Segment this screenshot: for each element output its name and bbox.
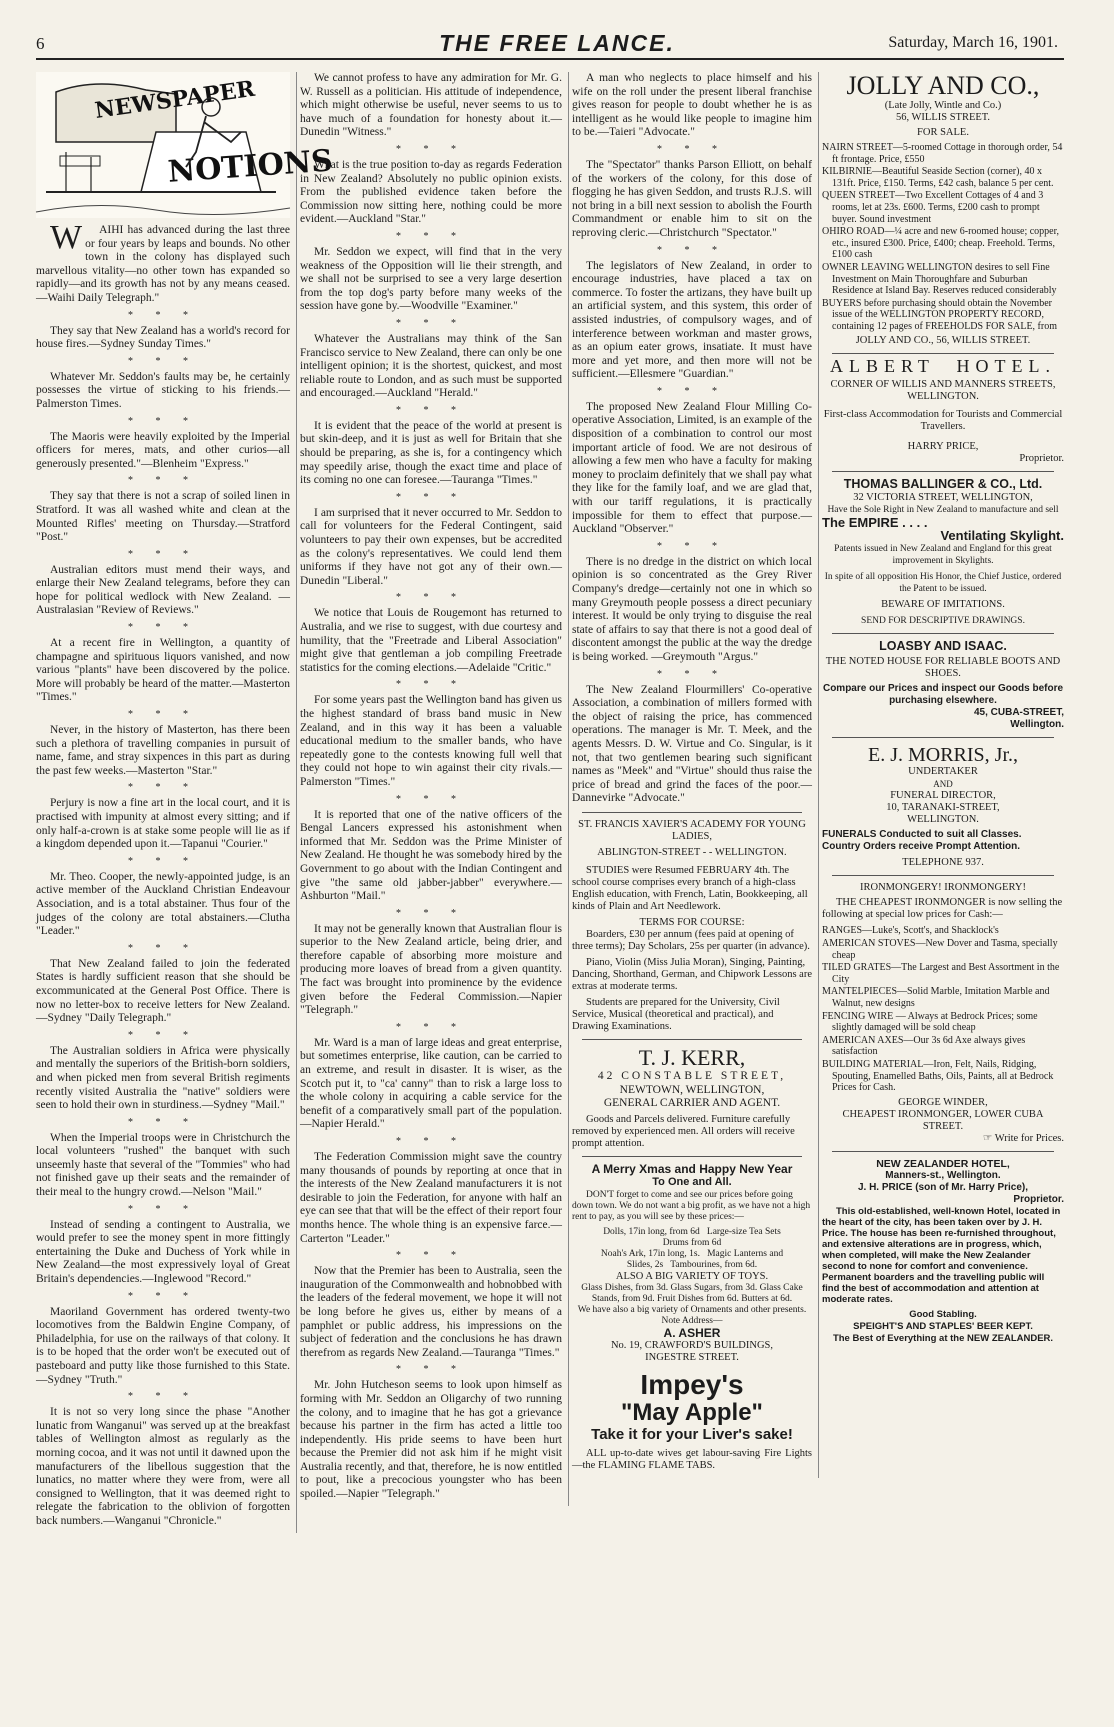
- divider: [582, 812, 802, 813]
- column-2: [300, 72, 569, 1506]
- winder-items: [822, 925, 1064, 1093]
- separator-stars: * * *: [396, 679, 466, 691]
- separator-stars: * * *: [396, 404, 466, 416]
- item: A man who neglects to place himself and his wife on the roll under the present liberal franchise gives reason for people to doubt whether he is as intelligent as he would like people to imagine him to be.—Taieri "Advocate.": [572, 72, 812, 139]
- item: For some years past the Wellington band has given us the highest standard of brass band music in New Zealand, and in this way it has been a valuable educational medium to the smaller bands, who have repeatedly gone to the contests knowing full well that they could not hope to win against their city rivals.—Palmerston "Times.": [300, 694, 562, 788]
- item: Whatever Mr. Seddon's faults may be, he certainly possesses the virtue of sticking to his friends.—Palmerston Times.: [36, 370, 290, 410]
- separator-stars: * * *: [657, 668, 727, 680]
- item: Mr. Ward is a man of large ideas and great enterprise, but sometimes enterprise, like caution, can be carried to an extreme, and result in disaster. It is wiser, as the Scotch put it, to "ca' canny" than to risk a large loss to the whole colony in acquiring a cable service for the benefit of a comparatively small part of the population.—Napier Herald.": [300, 1036, 562, 1131]
- albert-role: Proprietor.: [1019, 453, 1064, 465]
- winder-heading: IRONMONGERY! IRONMONGERY!: [860, 882, 1026, 894]
- albert-hotel-ad: [822, 355, 1064, 466]
- academy-exams: Students are prepared for the University, Civil Service, Musical (theoretical and practical), and Drawing Examinations.: [572, 996, 780, 1032]
- separator-stars: * * *: [396, 317, 466, 329]
- jolly-sign: JOLLY AND CO., 56, WILLIS STREET.: [855, 334, 1031, 346]
- morris-telephone: TELEPHONE 937.: [902, 857, 984, 869]
- separator-stars: * * *: [128, 1290, 198, 1302]
- item: Instead of sending a contingent to Australia, we would prefer to see the money spent in more fittingly entertaining the Duke and Duchess of York while in New Zealand—the most expressively loyal of Great Britain's dependencies.—Inglewood "Record.": [36, 1218, 290, 1286]
- ballinger-name: THOMAS BALLINGER & CO., Ltd.: [843, 477, 1043, 492]
- morris-body: FUNERALS Conducted to suit all Classes.: [822, 829, 1022, 841]
- albert-owner: HARRY PRICE,: [907, 441, 979, 453]
- academy-terms-heading: TERMS FOR COURSE:: [639, 916, 745, 928]
- asher-glass: Glass Dishes, from 3d. Glass Sugars, from 3d. Glass Cake Stands, from 9d. Fruit Dishes from 6d. Butters at 6d.: [581, 1282, 803, 1304]
- separator-stars: * * *: [128, 709, 198, 721]
- separator-stars: * * *: [396, 1136, 466, 1147]
- impeys-body: ALL up-to-date wives get labour-saving Fire Lights—the FLAMING FLAME TABS.: [572, 1448, 812, 1472]
- item: They say that New Zealand has a world's record for house fires.—Sydney Sunday Times.": [36, 324, 290, 351]
- winder-title: CHEAPEST IRONMONGER, LOWER CUBA STREET.: [842, 1108, 1044, 1132]
- separator-stars: * * *: [396, 230, 466, 242]
- asher-body: DON'T forget to come and see our prices before going down town. We do not want a big profit, as we have not a high rent to pay, as you will see by these prices:—: [572, 1189, 811, 1222]
- item: It may not be generally known that Australian flour is superior to the New Zealand article, being drier, and therefore capable of absorbing more moisture and producing more loaves of bread from a given quantity. The fact was brought into prominence by the evidence given before the Federal Commission.—Napier "Telegraph.": [300, 922, 562, 1017]
- divider: [832, 471, 1054, 472]
- separator-stars: * * *: [657, 385, 727, 397]
- impeys-ad: [572, 1370, 812, 1472]
- separator-stars: * * *: [128, 1203, 198, 1215]
- item: The "Spectator" thanks Parson Elliott, on behalf of the workers of the colony, for this dose of flogging he has given Seddon, and trusts R.J.S. will not bring in a bill next session to abolish the Fourth Commandment or enable him to sit on the reproving cleric.—Christchurch "Spectator.": [572, 158, 812, 239]
- separator-stars: * * *: [396, 907, 466, 919]
- jolly-for-sale: FOR SALE.: [917, 127, 969, 138]
- issue-date: Saturday, March 16, 1901.: [888, 34, 1058, 51]
- item: There is no dredge in the district on which local opinion is so concentrated as the Grey River Company's dredge—certainly not one in which so many Greymouth people possess a direct pecuniary interest. It would be only trying to disguise the real state of affairs to say that there is not a good deal of discontent amongst the public at the way the dredge is being worked. —Greymouth "Argus.": [572, 555, 812, 663]
- nz-hotel-role: Proprietor.: [1013, 1193, 1064, 1205]
- separator-stars: * * *: [396, 143, 466, 155]
- winder-name: GEORGE WINDER,: [898, 1096, 988, 1108]
- item: Whatever the Australians may think of the San Francisco service to New Zealand, there can only be one intelligent opinion; it is the shortest, quickest, and most reliable route to London, and as such must be supported and encouraged.—Auckland "Herald.": [300, 332, 562, 400]
- morris-city: WELLINGTON.: [907, 814, 979, 826]
- nz-hotel-ad: [822, 1158, 1064, 1345]
- asher-name: A. ASHER: [663, 1325, 721, 1340]
- kerr-body: Goods and Parcels delivered. Furniture carefully removed by experienced men. All orders will receive prompt attention.: [572, 1113, 795, 1149]
- morris-and: AND: [933, 779, 953, 790]
- kerr-ad: [572, 1046, 812, 1150]
- item: The Federation Commission might save the country many thousands of pounds by reporting at once that in the interests of the New Zealand manufacturers it is not desirable to join the Federation, for anyone with half an eye can see that that will be the effect of their report four months hence. The whole thing is an expensive farce.—Carterton "Leader.": [300, 1151, 562, 1245]
- separator-stars: * * *: [657, 540, 727, 552]
- ballinger-ad: [822, 478, 1064, 627]
- item: Mr. John Hutcheson seems to look upon himself as forming with Mr. Seddon an Oligarchy of two running the colony, and to imagine that he has got a grievance because his partner in the firm has acted a little too independently. His pride seems to have been hurt because the Premier did not ask him if he might visit Australia recently, and that, therefore, he is now entitled to pout, like a precocious youngster who has been spoiled.—Napier "Telegraph.": [300, 1379, 562, 1501]
- nz-hotel-name: NEW ZEALANDER HOTEL,: [876, 1157, 1010, 1170]
- loasby-city: Wellington.: [1010, 719, 1064, 731]
- separator-stars: * * *: [396, 592, 466, 604]
- list-item: MANTELPIECES—Solid Marble, Imitation Marble and Walnut, new designs: [822, 986, 1050, 1010]
- item: It is not so very long since the phase "Another lunatic from Wanganui" was served up at the breakfast tables of Wellington almost as regularly as the morning cocoa, and it was not until it dawned upon the manufacturers of the libellous suggestion that the lunatics, no matter where they were from, were all consigned to Wellington, that it was deemed right to relegate the fabrication to the oblivion of forgotten back numbers.—Wanganui "Chronicle.": [36, 1406, 290, 1527]
- list-item: RANGES—Luke's, Scott's, and Shacklock's: [822, 925, 999, 937]
- notions-word-newspaper: NEWSPAPER: [93, 75, 257, 124]
- list-item: NAIRN STREET—5-roomed Cottage in thorough order, 54 ft frontage. Price, £550: [822, 142, 1063, 165]
- item: I am surprised that it never occurred to Mr. Seddon to call for volunteers for the Federal Contingent, said volunteers to pay their own expenses, but be accredited as the colony's representatives. We could lend them uniforms if they have not got any of their own.—Dunedin "Liberal.": [300, 506, 562, 587]
- impeys-brand: Impey's: [640, 1369, 744, 1401]
- separator-stars: * * *: [128, 855, 198, 867]
- ballinger-rights: Have the Sole Right in New Zealand to manufacture and sell: [827, 504, 1059, 515]
- academy-terms: Boarders, £30 per annum (fees paid at opening of three terms); Day Scholars, 25s per quarter (in advance).: [572, 928, 810, 952]
- kerr-town: NEWTOWN, WELLINGTON,: [619, 1083, 765, 1096]
- separator-stars: * * *: [396, 491, 466, 503]
- asher-heading: A Merry Xmas and Happy New Year: [591, 1161, 793, 1176]
- list-item: AMERICAN AXES—Our 3s 6d Axe always gives satisfaction: [822, 1034, 1026, 1058]
- list-item: FENCING WIRE — Always at Bedrock Prices; some slightly damaged will be sold cheap: [822, 1010, 1038, 1034]
- separator-stars: * * *: [128, 622, 198, 634]
- nz-hotel-address: Manners-st., Wellington.: [885, 1169, 1001, 1181]
- ballinger-beware: BEWARE OF IMITATIONS.: [881, 598, 1005, 610]
- jolly-late: (Late Jolly, Wintle and Co.): [884, 100, 1002, 111]
- winder-write: ☞ Write for Prices.: [982, 1132, 1064, 1144]
- column-3: [572, 72, 819, 1478]
- item: The Maoris were heavily exploited by the Imperial officers for meres, mats, and other curios—all generously presented."—Blenheim "Express.": [36, 430, 290, 470]
- impeys-product: "May Apple": [621, 1399, 763, 1427]
- asher-also: ALSO A BIG VARIETY OF TOYS.: [615, 1270, 769, 1282]
- column-1: [36, 72, 334, 1533]
- separator-stars: * * *: [128, 1029, 198, 1041]
- jolly-listings: [822, 142, 1064, 333]
- newspaper-notions-icon: [36, 72, 334, 218]
- nz-hotel-stabling: Good Stabling.: [909, 1308, 977, 1320]
- morris-country: Country Orders receive Prompt Attention.: [822, 841, 1020, 853]
- nz-hotel-best: The Best of Everything at the NEW ZEALANDER.: [832, 1332, 1054, 1344]
- item: They say that there is not a scrap of soiled linen in Stratford. It was all washed white and clean at the Mounted Rifles' meeting on Thursday.—Stratford "Post.": [36, 490, 290, 544]
- separator-stars: * * *: [128, 475, 198, 487]
- separator-stars: * * *: [128, 415, 198, 427]
- separator-stars: * * *: [396, 1250, 466, 1262]
- asher-ornaments: We have also a big variety of Ornaments and other presents. Note Address—: [577, 1304, 807, 1326]
- academy-body: STUDIES were Resumed FEBRUARY 4th. The school course comprises every branch of a high-class English education, with French, Latin, Bookkeeping, all kinds of Plain and Art Needlework.: [572, 864, 808, 912]
- item: Mr. Theo. Cooper, the newly-appointed judge, is an active member of the Auckland Christian Endeavour Association, and is a total abstainer. Thus four of the judges of the colony are total abstainers.—Clutha "Leader.": [36, 870, 290, 938]
- item: What is the true position to-day as regards Federation in New Zealand? Absolutely no public opinion exists. From the published evidence taken before the Commission now sitting here, nothing could be more evident.—Auckland "Star.": [300, 158, 562, 226]
- jolly-name: JOLLY AND CO.,: [846, 71, 1040, 100]
- list-item: BUYERS before purchasing should obtain the November issue of the WELLINGTON PROPERTY RECORD, containing 12 pages of FREEHOLDS FOR SALE, from: [822, 297, 1057, 332]
- item: The New Zealand Flourmillers' Co-operative Association, a combination of millers formed with the object of raising the price, has commenced operations. The manager is Mr. T. Meek, and the agents Messrs. D. W. Virtue and Co. Singular, is it not, that two gentlemen bearing such significant names as "Meek" and "Virtue" should thus raise the price of bread and grind the faces of the poor.—Dannevirke "Advocate.": [572, 683, 812, 805]
- morris-role-1: UNDERTAKER: [908, 766, 978, 778]
- item: When the Imperial troops were in Christchurch the local volunteers "rushed" the banquet with such unseemly haste that several of the "Tommies" who had not finished gave up their seats and the remainder of their meal to the hungry crowd.—Nelson "Mail.": [36, 1131, 290, 1199]
- item: At a recent fire in Wellington, a quantity of champagne and spirituous liquors vanished, and now various "plants" have been discovered by the police. More will probably be heard of the matter.—Masterton "Times.": [36, 637, 290, 704]
- jolly-address: 56, WILLIS STREET.: [895, 112, 991, 123]
- separator-stars: * * *: [128, 548, 198, 560]
- academy-ad: [572, 819, 812, 1033]
- asher-subheading: To One and All.: [652, 1176, 732, 1189]
- asher-prices: Dolls, 17in long, from 6d Large-size Tea Sets Drums from 6d Noah's Ark, 17in long, 1s. Magic Lanterns and Slides, 2s Tambourines, from 6d.: [600, 1226, 784, 1270]
- separator-stars: * * *: [657, 143, 727, 155]
- masthead-rule: [36, 58, 1064, 60]
- kerr-name: T. J. KERR,: [638, 1044, 746, 1070]
- loasby-ad: [822, 640, 1064, 732]
- morris-role-2: FUNERAL DIRECTOR,: [890, 790, 996, 802]
- masthead: [0, 32, 1114, 58]
- loasby-body: THE NOTED HOUSE FOR RELIABLE BOOTS AND SHOES.: [825, 656, 1061, 680]
- item: We notice that Louis de Rougemont has returned to Australia, and we rise to suggest, with due courtesy and humility, that the "Freetrade and Liberal Association" might give that gentleman a job compiling Freetrade statistics for the coming elections.—Adelaide "Critic.": [300, 607, 562, 674]
- nz-hotel-body: This old-established, well-known Hotel, located in the heart of the city, has been taken over by J. H. Price. The house has been re-furnished throughout, and extensive alterations are in progress, which, when completed, will make the New Zealander second to none for comfort and convenience. Permanent boarders and the travelling public will find the best of accommodation and attention at moderate rates.: [822, 1205, 1061, 1305]
- item: That New Zealand failed to join the federated States is hardly sufficient reason that she should be excommunicated at the General Post Office. There is now no letter-box to receive letters for New Zealand.—Sydney "Daily Telegraph.": [36, 957, 290, 1025]
- albert-hotel-title: ALBERT HOTEL.: [830, 355, 1056, 376]
- column-4: [822, 72, 1064, 1351]
- divider: [832, 353, 1054, 354]
- separator-stars: * * *: [396, 793, 466, 805]
- item: Mr. Seddon we expect, will find that in the very weakness of the Opposition will lie their strength, and we shall not be surprised to see a very large desertion from the top dog's party before many weeks of the session have gone by.—Woodville "Examiner.": [300, 245, 562, 313]
- item: Never, in the history of Masterton, has there been such a plethora of travelling companies in pursuit of name, fame, and stray sixpences in this part as during the past few weeks.—Masterton "Star.": [36, 724, 290, 777]
- separator-stars: * * *: [128, 309, 198, 321]
- newspaper-notions-illustration: [36, 72, 334, 218]
- separator-stars: * * *: [128, 782, 198, 794]
- winder-intro: THE CHEAPEST IRONMONGER is now selling the following at special low prices for Cash:—: [822, 897, 1063, 921]
- winder-ad: [822, 882, 1064, 1144]
- ballinger-product: The EMPIRE . . . .: [822, 514, 928, 530]
- divider: [582, 1156, 802, 1157]
- item: The legislators of New Zealand, in order to encourage industries, have placed a tax on commerce. To foster the artizans, they have built up an artificial system, and this system, this order of assisted industries, of compulsory wages, and of interference between workman and master grows, as an opium eater grows, insatiate. It must have more and yet more, and then more will not be sufficient.—Ellesmere "Guardian.": [572, 259, 812, 381]
- item: Australian editors must mend their ways, and enlarge their New Zealand telegrams, before they can hope for political wedlock with New Zealand. —Australasian "Review of Reviews.": [36, 563, 290, 617]
- item: It is reported that one of the native officers of the Bengal Lancers expressed his astonishment when informed that Mr. Seddon was the Prime Minister of New Zealand. He thought he was somebody hired by the Government to go about with the Indian Contingent and give "the same old jabber-jabber" everywhere.—Ashburton "Mail.": [300, 808, 562, 903]
- item: Now that the Premier has been to Australia, seen the inauguration of the Commonwealth and hobnobbed with the leaders of the federal movement, we hope it will not be long before he gives us, either by means of a pamphlet or public address, his impressions on the subject of federation and the conclusions he has drawn therefrom as regards New Zealand.—Tauranga "Times.": [300, 1265, 562, 1359]
- page-number: 6: [36, 34, 45, 53]
- item: The Australian soldiers in Africa were physically and mentally the superiors of the British-born soldiers, and when picked men from several British regiments recently visited Australia the "native" soldiers were seen to hold their own in sturdiness.—Sydney "Mail.": [36, 1044, 290, 1112]
- list-item: OHIRO ROAD—¼ acre and new 6-roomed house; copper, etc., insured £300. Price, £400; cheap. Freehold. Terms, £100 cash: [822, 226, 1060, 261]
- newspaper-title: THE FREE LANCE.: [439, 30, 675, 56]
- loasby-address: 45, CUBA-STREET,: [973, 707, 1064, 719]
- academy-extras: Piano, Violin (Miss Julia Moran), Singing, Painting, Dancing, Shorthand, German, and Chipwork Lessons are extras at moderate terms.: [572, 956, 812, 992]
- divider: [832, 875, 1054, 876]
- ballinger-patent: Patents issued in New Zealand and England for this great improvement in Skylights.: [834, 543, 1052, 566]
- item: Maoriland Government has ordered twenty-two locomotives from the Baldwin Engine Company, of Philadelphia, for use on the railways of that colony. It is to be hoped that the order won't be executed out of pasteboard and putty like those furnished to this State.—Sydney "Truth.": [36, 1305, 290, 1386]
- loasby-prices: Compare our Prices and inspect our Goods before purchasing elsewhere.: [822, 683, 1064, 707]
- kerr-trade: GENERAL CARRIER AND AGENT.: [603, 1097, 781, 1110]
- albert-body: First-class Accommodation for Tourists and Commercial Travellers.: [823, 409, 1063, 433]
- loasby-name: LOASBY AND ISAAC.: [879, 638, 1007, 653]
- morris-ad: [822, 744, 1064, 869]
- kerr-address: 42 CONSTABLE STREET,: [597, 1069, 787, 1082]
- item: We cannot profess to have any admiration for Mr. G. W. Russell as a politician. His attitude of independence, which might otherwise be useful, never seems to us to have much of a foundation for honesty about it.—Dunedin "Witness.": [300, 72, 562, 139]
- list-item: BUILDING MATERIAL—Iron, Felt, Nails, Ridging, Spouting, Enamelled Baths, Oils, Paints, all at Bedrock Prices for Cash.: [822, 1059, 1054, 1094]
- morris-address: 10, TARANAKI-STREET,: [886, 802, 1000, 814]
- item: It is evident that the peace of the world at present is but skin-deep, and it is just as well for Britain that she should be preparing, as she is, for a contingency which may speedily arise, though the exact time and place of its coming no one can foresee.—Tauranga "Times.": [300, 419, 562, 487]
- separator-stars: * * *: [128, 1116, 198, 1128]
- divider: [832, 737, 1054, 738]
- ballinger-product-2: Ventilating Skylight.: [940, 528, 1064, 544]
- divider: [832, 633, 1054, 634]
- notions-word-notions: NOTIONS: [166, 143, 334, 190]
- list-item: QUEEN STREET—Two Excellent Cottages of 4 and 3 rooms, let at 23s. £600. Terms, £200 cash to prompt buyer. Sound investment: [822, 190, 1044, 225]
- asher-ad: [572, 1163, 812, 1365]
- separator-stars: * * *: [396, 1364, 466, 1376]
- asher-address: No. 19, CRAWFORD'S BUILDINGS,: [610, 1340, 774, 1352]
- separator-stars: * * *: [128, 1391, 198, 1403]
- nz-hotel-beer: SPEIGHT'S AND STAPLES' BEER KEPT.: [853, 1320, 1033, 1332]
- item: Perjury is now a fine art in the local court, and it is practised with impunity at almost every sitting; and if only half-a-crown is at stake some people will lie as if a kingdom depended upon it.—Tapanui "Courier.": [36, 797, 290, 851]
- ballinger-send: SEND FOR DESCRIPTIVE DRAWINGS.: [861, 615, 1025, 626]
- item: WAIHI has advanced during the last three or four years by leaps and bounds. No other town in the colony has displayed such marvellous vitality—no other town has expanded so rapidly—and its growth has not by any means ceased.—Waihi Daily Telegraph.": [36, 219, 290, 304]
- separator-stars: * * *: [657, 244, 727, 256]
- divider: [582, 1039, 802, 1040]
- separator-stars: * * *: [396, 1021, 466, 1033]
- separator-stars: * * *: [128, 942, 198, 954]
- nz-hotel-owner: J. H. PRICE (son of Mr. Harry Price),: [857, 1181, 1029, 1193]
- academy-address: ABLINGTON-STREET - - WELLINGTON.: [597, 846, 787, 858]
- separator-stars: * * *: [128, 355, 198, 367]
- divider: [832, 1151, 1054, 1152]
- item: The proposed New Zealand Flour Milling Co-operative Association, Limited, is an example of the disposition of a combination to control our most important article of food. We are not desirous of allowing a few men who have a faculty for making money to proclaim definitely that we shall pay what they like for the family loaf, and we are glad that, with our tariff regulations, it is practically impossible for them to effect that purpose.—Auckland "Observer.": [572, 400, 812, 536]
- ballinger-note: In spite of all opposition His Honor, the Chief Justice, ordered the Patent to be issued.: [824, 571, 1062, 594]
- impeys-tagline: Take it for your Liver's sake!: [591, 1426, 793, 1444]
- list-item: KILBIRNIE—Beautiful Seaside Section (corner), 40 x 131ft. Price, £150. Terms, £42 cash, balance 5 per cent.: [822, 166, 1054, 189]
- asher-street: INGESTRE STREET.: [645, 1352, 739, 1364]
- ballinger-address: 32 VICTORIA STREET, WELLINGTON,: [853, 491, 1033, 503]
- jolly-ad: [822, 72, 1064, 347]
- morris-name: E. J. MORRIS, Jr.,: [867, 744, 1019, 767]
- albert-corner: CORNER OF WILLIS AND MANNERS STREETS, WELLINGTON.: [830, 379, 1056, 403]
- list-item: AMERICAN STOVES—New Dover and Tasma, specially cheap: [822, 938, 1058, 961]
- list-item: TILED GRATES—The Largest and Best Assortment in the City: [822, 962, 1060, 985]
- list-item: OWNER LEAVING WELLINGTON desires to sell Fine Investment on Main Thoroughfare and Suburban Residence at Island Bay. Reserves reduced considerably: [822, 261, 1057, 297]
- academy-title: ST. FRANCIS XAVIER'S ACADEMY FOR YOUNG LADIES,: [578, 818, 806, 842]
